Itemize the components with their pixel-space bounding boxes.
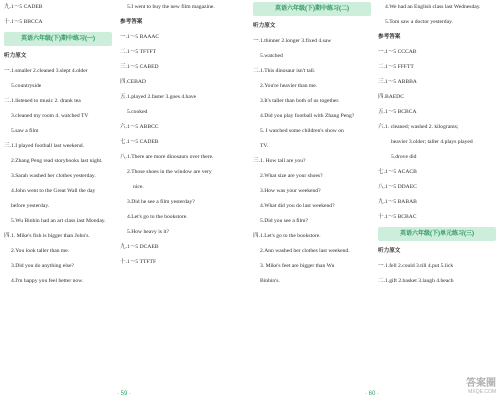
text-line: 5.watched <box>260 52 283 59</box>
text-line: 2.Zhang Peng read storybooks last night. <box>11 157 103 164</box>
section-banner-midterm-1: 英语六年级(下)期中练习(一) <box>4 32 112 46</box>
page-right-column-2 <box>378 0 496 392</box>
text-line: 5.saw a film <box>11 127 39 134</box>
text-line: 4.Did you play football with Zhang Peng? <box>260 112 355 119</box>
text-line: 九.1～5 CADEB <box>4 3 43 10</box>
text-line: 二.1.This dinosaur isn't tall. <box>253 67 316 74</box>
text-line: 4.I'm happy you feel better now. <box>11 277 84 284</box>
col4-pre-lines <box>378 0 496 225</box>
text-line: 十.1～5 BBCCA <box>4 18 43 25</box>
page-left-column-2 <box>120 0 238 392</box>
text-line: 九.1～5 BABAB <box>378 198 417 205</box>
text-line: 六.1. cleaned; washed 2. kilograms; <box>378 123 459 130</box>
text-line: 4.What did you do last weekend? <box>260 202 335 209</box>
text-line: 四.1.Let's go to the bookstore. <box>253 232 321 239</box>
col1-pre-lines <box>4 0 112 30</box>
text-line: 4.We had an English class last Wednesday. <box>385 3 481 10</box>
text-line: 八.1.There are more dinosaurs over there. <box>120 153 214 160</box>
text-line: 三.1. How tall are you? <box>253 157 306 164</box>
text-line: 2.You're heavier than me. <box>260 82 318 89</box>
text-line: 5.I went to buy the new film magazine. <box>127 3 215 10</box>
col1-lines <box>4 64 112 289</box>
text-line: heavier 3.older; taller 4.plays played <box>391 138 473 145</box>
text-line: 2.Those shoes in the window are very <box>127 168 212 175</box>
text-line: 一.1～5 BAAAC <box>120 33 160 40</box>
text-line: 四.1. Mike's fish is bigger than John's. <box>4 232 90 239</box>
section-label-listening: 听力原文 <box>4 52 27 59</box>
text-line: 一.1.smaller 2.cleaned 3.slept 4.older <box>4 67 88 74</box>
text-line: 3. Mike's feet are bigger than Wu <box>260 262 335 269</box>
col3-lines <box>253 34 371 289</box>
text-line: 三.1～5 ABBBA <box>378 78 417 85</box>
text-line: 4.John went to the Great Wall the day <box>11 187 96 194</box>
text-line: 二.1.gift 2.basket 3.laugh 4.beach <box>378 277 454 284</box>
text-line: 一.1.fell 2.could 3.till 4.put 5.lick <box>378 262 454 269</box>
section-label-listening: 听力原文 <box>253 22 276 29</box>
text-line: 5.Wu Binbin had an art class last Monday. <box>11 217 106 224</box>
watermark-logo <box>440 378 496 400</box>
text-line: 3.Did you do anything else? <box>11 262 74 269</box>
text-line: 四.BAEDC <box>378 93 404 100</box>
text-line: 一.1.thinner 2.longer 3.fixed 4.saw <box>253 37 332 44</box>
text-line: 4.Let's go to the bookstore. <box>127 213 188 220</box>
text-line: 5.Did you see a film? <box>260 217 309 224</box>
text-line: 六.1～5 ABBCC <box>120 123 159 130</box>
text-line: 5.cooked <box>127 108 148 115</box>
text-line: 八.1～5 DDAEC <box>378 183 417 190</box>
text-line: 二.1～5 FFFTT <box>378 63 414 70</box>
page-left-column-1 <box>4 0 112 392</box>
page-right-column-1 <box>253 0 371 392</box>
text-line: TV. <box>260 142 269 149</box>
text-line: 二.1～5 TFTFT <box>120 48 157 55</box>
text-line: 十.1～5 BCBAC <box>378 213 417 220</box>
text-line: 三.1.I played football last weekend. <box>4 142 84 149</box>
watermark-main: 答案圈 <box>466 378 496 389</box>
text-line: 3.Did he see a film yesterday? <box>127 198 195 205</box>
text-line: 3.cleaned my room 4. watched TV <box>11 112 89 119</box>
text-line: 5.drove did <box>391 153 417 160</box>
section-label-listening: 听力原文 <box>378 247 401 254</box>
col4-post-lines <box>378 259 496 289</box>
section-banner-midterm-2: 英语六年级(下)期中练习(二) <box>253 2 371 16</box>
text-line: 九.1～5 DCAEB <box>120 243 159 250</box>
text-line: 3.How was your weekend? <box>260 187 321 194</box>
text-line: 五.1.played 2.faster 3.goes 4.have <box>120 93 197 100</box>
text-line: 五.1～5 BCBCA <box>378 108 417 115</box>
text-line: 5.countryside <box>11 82 42 89</box>
text-line: 一.1～5 CCCAB <box>378 48 417 55</box>
text-line: 3.It's taller than both of us together. <box>260 97 340 104</box>
text-line: 七.1～5 CADEB <box>120 138 159 145</box>
text-line: 参考答案 <box>120 18 143 25</box>
text-line: 十.1～5 TTFTF <box>120 258 157 265</box>
text-line: 三.1～5 CABED <box>120 63 159 70</box>
text-line: 5.Tom saw a doctor yesterday. <box>385 18 453 25</box>
text-line: Binbin's. <box>260 277 280 284</box>
text-line: 参考答案 <box>378 33 401 40</box>
text-line: 5.How heavy is it? <box>127 228 169 235</box>
text-line: 七.1～5 ACACB <box>378 168 417 175</box>
text-line: 二.1.listened to music 2. drank tea <box>4 97 81 104</box>
page-number-right: · 60 · <box>365 391 380 397</box>
watermark-sub: MXQE.COM <box>468 389 496 395</box>
section-banner-unit-3: 英语六年级(下)单元练习(三) <box>378 227 496 241</box>
text-line: 2.Ann washed her clothes last weekend. <box>260 247 350 254</box>
text-line: before yesterday. <box>11 202 50 209</box>
text-line: 3.Sarah washed her clothes yesterday. <box>11 172 96 179</box>
text-line: 2.You look taller than me. <box>11 247 70 254</box>
col2-lines <box>120 0 238 270</box>
text-line: 四.CEBAD <box>120 78 146 85</box>
text-line: nice. <box>133 183 144 190</box>
page-number-left: · 59 · <box>117 391 132 397</box>
text-line: 2.What size are your shoes? <box>260 172 323 179</box>
text-line: 5. I watched some children's show on <box>260 127 344 134</box>
